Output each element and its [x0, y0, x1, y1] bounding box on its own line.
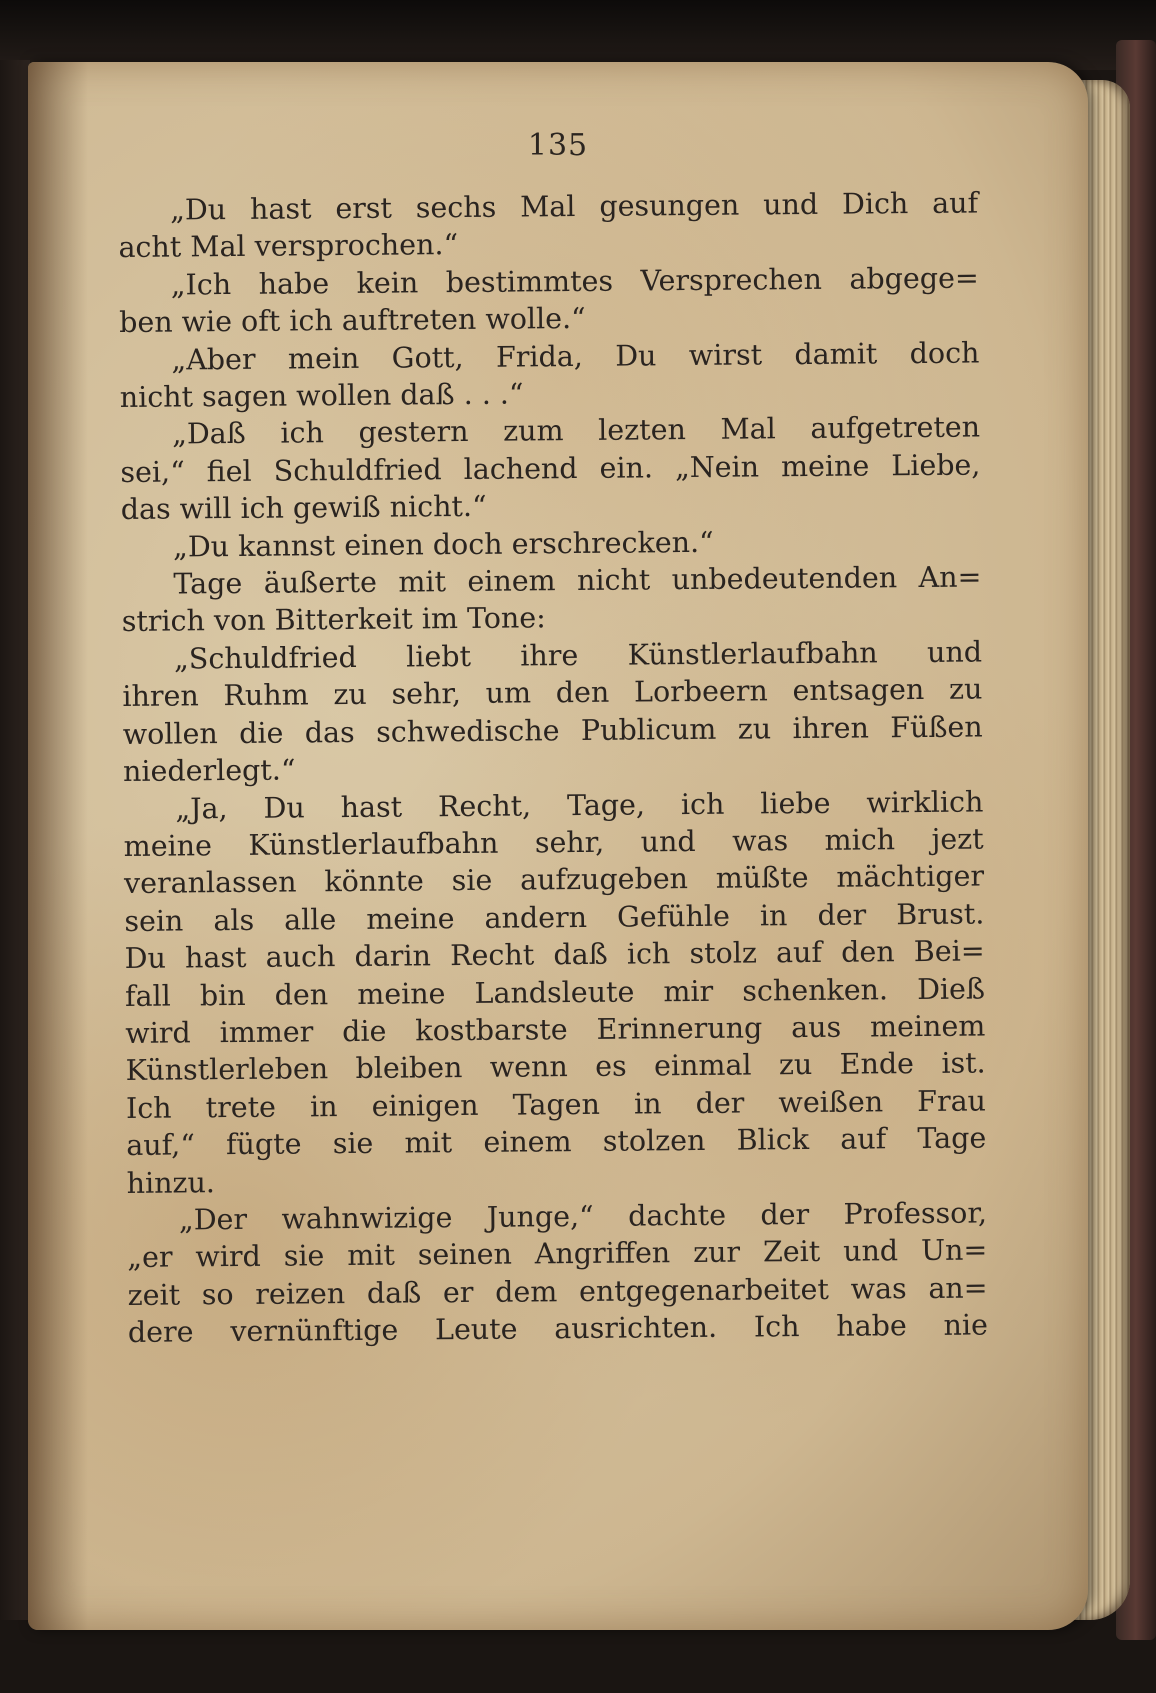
text-line: niederlegt.“	[122, 753, 296, 789]
book-cover-top	[0, 0, 1156, 70]
text-line: Du hast auch darin Recht daß ich stolz auf den Bei=	[124, 934, 985, 976]
text-line: hinzu.	[126, 1165, 216, 1200]
text-line: Künstlerleben bleiben wenn es einmal zu Ende ist.	[125, 1046, 986, 1088]
text-line: veranlassen könnte sie aufzugeben müßte mächtiger	[123, 859, 985, 901]
text-line: dere vernünftige Leute ausrichten. Ich habe nie	[127, 1308, 989, 1350]
book-spine	[0, 60, 30, 1620]
page-number: 135	[527, 128, 589, 163]
text-line: „er wird sie mit seinen Angriffen zur Zeit und Un=	[127, 1233, 988, 1275]
page-text	[118, 184, 988, 1351]
text-line: „Ich habe kein bestimmtes Versprechen abgege=	[170, 261, 979, 302]
book-page	[28, 62, 1088, 1630]
text-line: sein als alle meine andern Gefühle in der Brust.	[124, 897, 985, 938]
text-line: das will ich gewiß nicht.“	[120, 490, 487, 527]
text-line: „Du kannst einen doch erschrecken.“	[172, 525, 714, 564]
text-line: ben wie oft ich auftreten wolle.“	[118, 302, 586, 340]
text-line: nicht sagen wollen daß . . .“	[119, 377, 524, 415]
text-line: fall bin den meine Landsleute mir schenken. Dieß	[124, 971, 986, 1013]
text-line: „Schuldfried liebt ihre Künstlerlaufbahn und	[173, 635, 983, 676]
text-line: sei,“ fiel Schuldfried lachend ein. „Nein meine Liebe,	[120, 448, 981, 489]
text-line: „Du hast erst sechs Mal gesungen und Dich auf	[170, 186, 979, 227]
text-line: „Der wahnwizige Junge,“ dachte der Professor,	[178, 1196, 988, 1237]
gutter-shadow	[28, 62, 88, 1630]
text-line: „Daß ich gestern zum lezten Mal aufgetreten	[171, 410, 981, 451]
text-line: Ich trete in einigen Tagen in der weißen Frau	[125, 1084, 987, 1125]
text-line: wird immer die kostbarste Erinnerung aus meinem	[125, 1009, 986, 1050]
text-line: „Aber mein Gott, Frida, Du wirst damit doch	[171, 336, 980, 377]
text-line: ihren Ruhm zu sehr, um den Lorbeern entsagen zu	[122, 672, 983, 714]
text-line: strich von Bitterkeit im Tone:	[121, 601, 546, 639]
text-line: Tage äußerte mit einem nicht unbedeutenden An=	[173, 560, 982, 601]
text-line: meine Künstlerlaufbahn sehr, und was mich jezt	[123, 822, 984, 863]
text-line: „Ja, Du hast Recht, Tage, ich liebe wirklich	[175, 784, 984, 826]
text-line: auf,“ fügte sie mit einem stolzen Blick auf Tage	[126, 1121, 987, 1163]
text-line: acht Mal versprochen.“	[118, 228, 459, 265]
text-line: zeit so reizen daß er dem entgegenarbeitet was an=	[127, 1271, 988, 1312]
text-line: wollen die das schwedische Publicum zu ihren Füßen	[122, 710, 983, 751]
